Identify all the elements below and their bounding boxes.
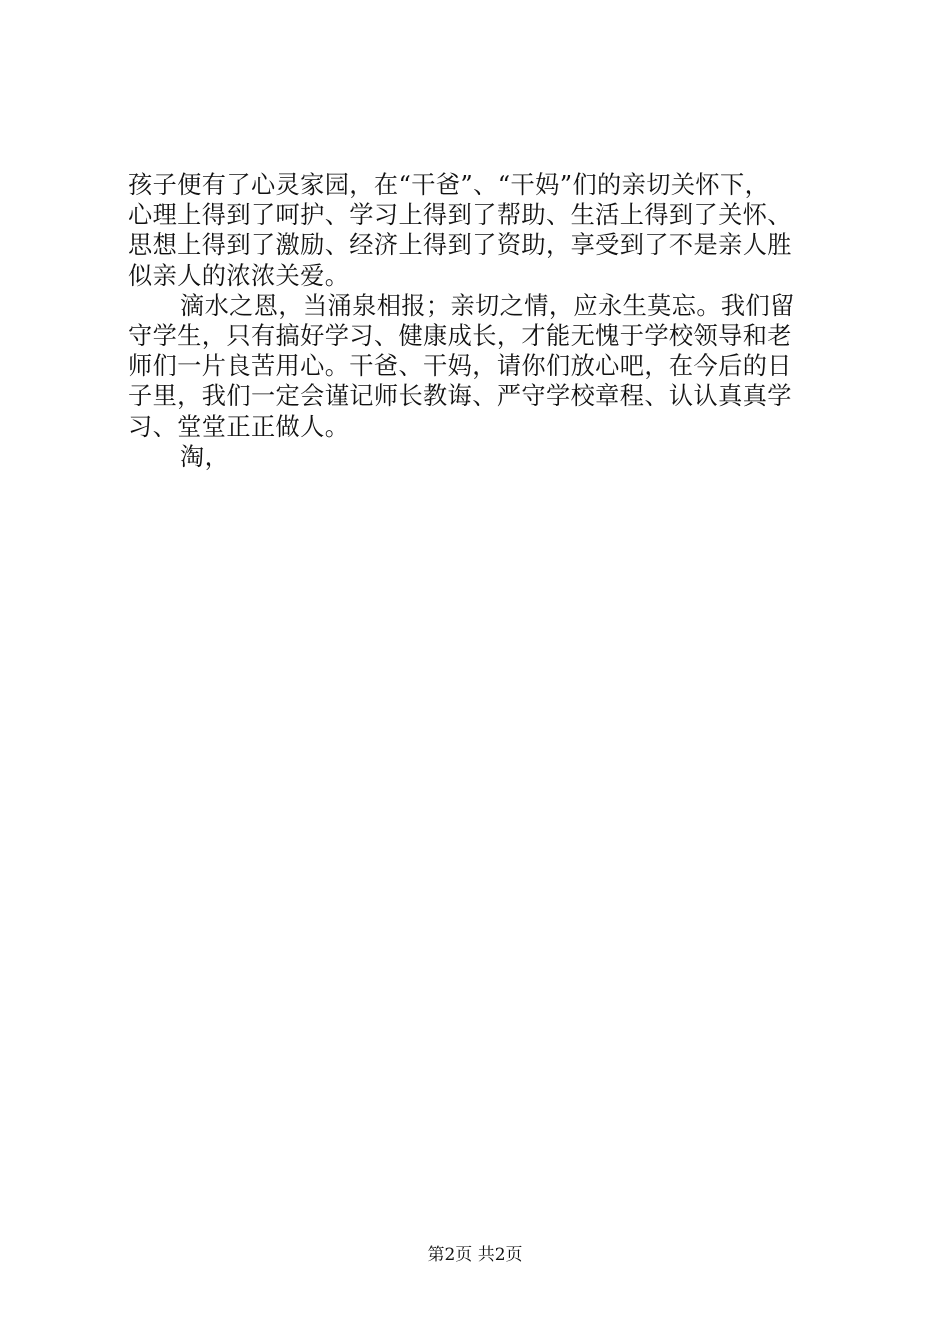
page-number-footer: 第2页 共2页: [427, 1245, 523, 1265]
document-body: [128, 170, 828, 472]
text-line: 滴水之恩，当涌泉相报；亲切之情，应永生莫忘。我们留: [180, 291, 795, 320]
text-line: 习、堂堂正正做人。: [128, 412, 350, 441]
text-line: 师们一片良苦用心。干爸、干妈，请你们放心吧，在今后的日: [128, 352, 792, 381]
text-line: 思想上得到了激励、经济上得到了资助，享受到了不是亲人胜: [128, 231, 792, 260]
text-line: 子里，我们一定会谨记师长教诲、严守学校章程、认认真真学: [128, 382, 792, 411]
text-line: 孩子便有了心灵家园，在“干爸”、“干妈”们的亲切关怀下，: [128, 171, 770, 199]
text-line: 心理上得到了呵护、学习上得到了帮助、生活上得到了关怀、: [128, 201, 792, 230]
text-line: 守学生，只有搞好学习、健康成长，才能无愧于学校领导和老: [128, 321, 792, 350]
text-line: 似亲人的浓浓关爱。: [128, 261, 350, 290]
text-line: 淘，: [180, 442, 230, 471]
